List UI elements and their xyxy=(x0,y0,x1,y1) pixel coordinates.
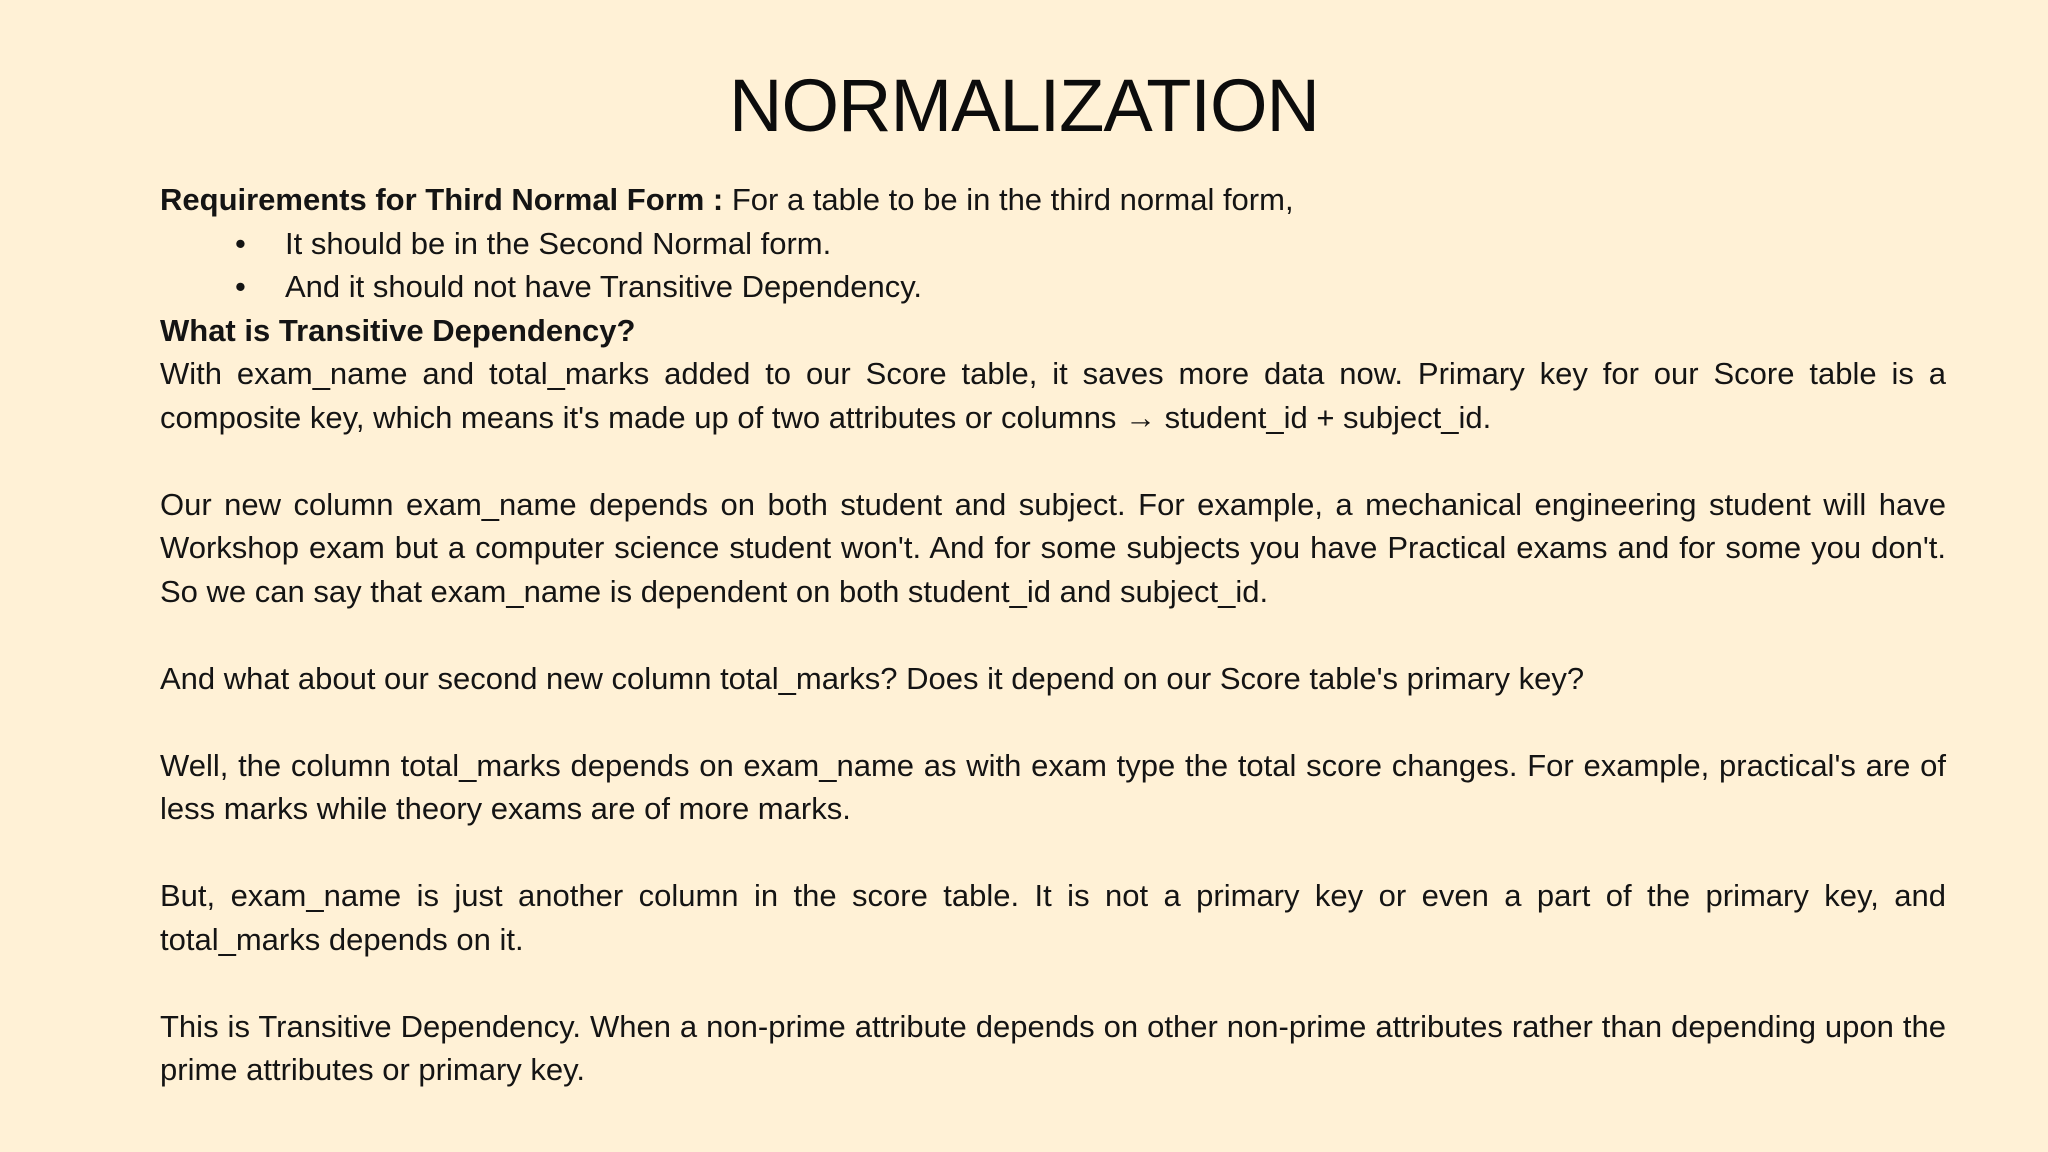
requirements-list xyxy=(160,222,1946,309)
bullet-icon: • xyxy=(235,225,246,261)
paragraph: With exam_name and total_marks added to our Score table, it saves more data now. Primary key for our Score table is a composite key, which means it's made up of two attributes or columns → student_id + subject_id. xyxy=(160,356,1946,435)
section-heading: What is Transitive Dependency? xyxy=(160,312,636,348)
paragraph: Our new column exam_name depends on both student and subject. For example, a mechanical engineering student will have Workshop exam but a computer science student won't. And for some subjects you have Practical exams and for some you don't. So we can say that exam_name is dependent on both student_id and subject_id. xyxy=(160,486,1946,609)
bullet-icon: • xyxy=(235,269,246,304)
paragraph: Well, the column total_marks depends on exam_name as with exam type the total score changes. For example, practical's are of less marks while theory exams are of more marks. xyxy=(160,747,1946,826)
intro-label: Requirements for Third Normal Form : xyxy=(160,182,724,217)
intro-line xyxy=(160,178,1946,222)
list-item xyxy=(160,265,1946,309)
list-item xyxy=(160,222,1946,266)
paragraph: But, exam_name is just another column in the score table. It is not a primary key or even a part of the primary key, and total_marks depends on it. xyxy=(160,878,1946,957)
paragraph: And what about our second new column total_marks? Does it depend on our Score table's primary key? xyxy=(160,660,1585,696)
slide-body xyxy=(160,178,1946,1135)
slide-title: NORMALIZATION xyxy=(729,64,1319,147)
paragraph: This is Transitive Dependency. When a non-prime attribute depends on other non-prime attributes rather than depending upon the prime attributes or primary key. xyxy=(160,1008,1946,1087)
requirement-text: And it should not have Transitive Dependency. xyxy=(285,269,923,304)
intro-text: For a table to be in the third normal form, xyxy=(723,182,1294,217)
requirement-text: It should be in the Second Normal form. xyxy=(285,225,832,261)
